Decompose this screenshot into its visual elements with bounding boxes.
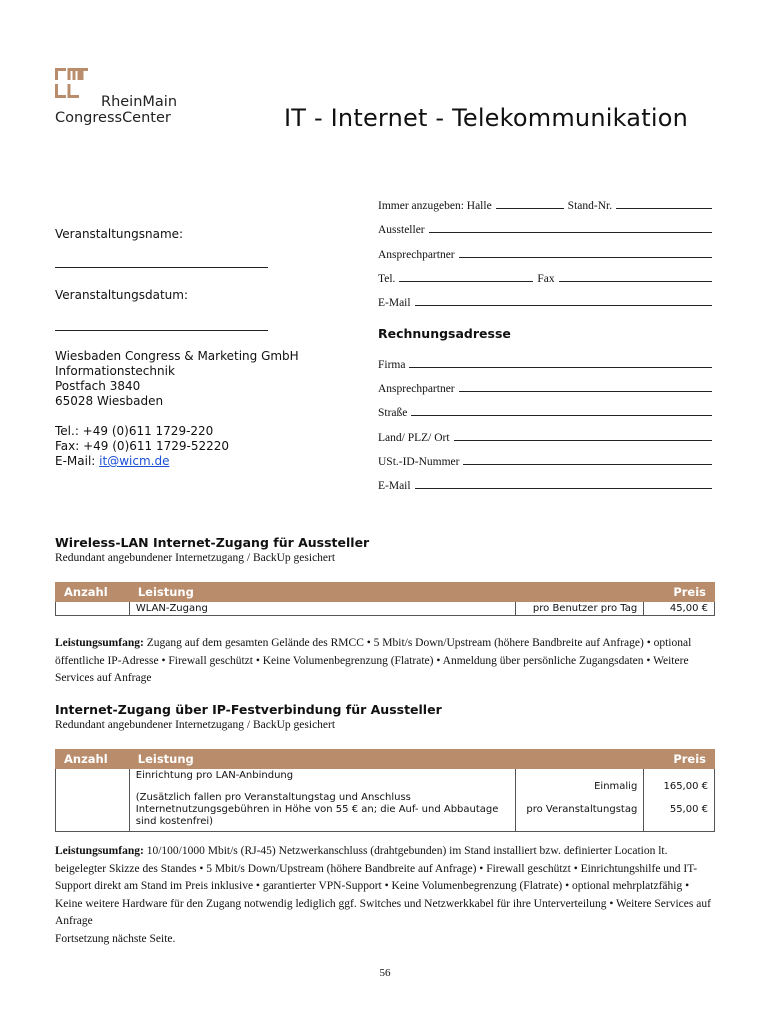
contact-label: Ansprechpartner <box>378 249 455 261</box>
contact-row <box>378 249 712 261</box>
service-line-1: Einrichtung pro LAN-Anbindung <box>135 770 294 781</box>
tel-fax-row <box>378 273 712 285</box>
contact-tel: Tel.: +49 (0)611 1729-220 <box>55 424 214 438</box>
price-cell <box>644 769 715 832</box>
scope-text: Zugang auf dem gesamten Gelände des RMCC • 5 Mbit/s Down/Upstream (höhere Bandbreite auf Anfrage) • optional öffentliche IP-Adresse • Firewall geschützt • Keine Volumenbegrenzung (Flatrate) • Anmeldung über persönliche Zugangsdaten • Weitere Services auf Anfrage <box>55 637 692 684</box>
price-cell: 45,00 € <box>644 602 715 616</box>
contact-address <box>55 349 299 469</box>
wlan-price-table <box>55 582 715 616</box>
unit-cell: pro Benutzer pro Tag <box>516 602 644 616</box>
contact-fax: Fax: +49 (0)611 1729-52220 <box>55 439 230 453</box>
fixed-subheading: Redundant angebundener Internetzugang / BackUp gesichert <box>55 719 336 731</box>
fixed-heading: Internet-Zugang über IP-Festverbindung für Aussteller <box>55 702 442 717</box>
country-field[interactable] <box>454 440 712 441</box>
company-label: Firma <box>378 359 406 371</box>
col-service: Leistung <box>129 750 515 769</box>
hall-stand-row <box>378 200 712 212</box>
billing-company-row <box>378 359 712 371</box>
tel-label: Tel. <box>378 273 396 285</box>
email-row <box>378 297 712 309</box>
qty-input-cell[interactable] <box>56 769 130 832</box>
country-label: Land/ PLZ/ Ort <box>378 432 450 444</box>
email-link[interactable]: it@wicm.de <box>99 454 170 468</box>
event-date-field[interactable] <box>55 330 268 331</box>
billing-email-row <box>378 480 712 492</box>
fax-field[interactable] <box>559 281 712 282</box>
company-field[interactable] <box>409 367 712 368</box>
wlan-subheading: Redundant angebundener Internetzugang / BackUp gesichert <box>55 552 336 564</box>
col-service: Leistung <box>129 583 515 602</box>
unit-cell <box>515 769 644 832</box>
service-line-2: (Zusätzlich fallen pro Veranstaltungstag und Anschluss Internetnutzungsgebühren in Höhe von 55 € an; die Auf- und Abbautage sind kostenfrei) <box>135 792 499 827</box>
col-price: Preis <box>644 750 715 769</box>
wlan-heading: Wireless-LAN Internet-Zugang für Aussteller <box>55 535 370 550</box>
col-qty: Anzahl <box>56 583 130 602</box>
contact-email <box>55 454 299 469</box>
service-cell: WLAN-Zugang <box>129 602 515 616</box>
exhibitor-row <box>378 224 712 236</box>
wlan-scope <box>55 635 715 688</box>
stand-field[interactable] <box>616 208 712 209</box>
page-number: 56 <box>379 967 391 979</box>
stand-label: Stand-Nr. <box>567 200 613 212</box>
service-cell <box>129 769 515 832</box>
address-line: Wiesbaden Congress & Marketing GmbH <box>55 349 299 363</box>
email-field[interactable] <box>415 305 712 306</box>
logo-line-1: RheinMain <box>101 94 178 110</box>
fixed-price-table <box>55 749 715 832</box>
scope-text: 10/100/1000 Mbit/s (RJ-45) Netzwerkanschluss (drahtgebunden) im Stand installiert bzw. definierter Location lt. beigelegter Skizze des Standes • 5 Mbit/s Down/Upstream (höhere Bandbreite auf Anfrage) • Firewall geschützt • Einrichtungshilfe und IT-Support direkt am Stand im Preis inklusive • garantierter VPN-Support • Keine Volumenbegrenzung (Flatrate) • optional mehrplatzfähig • Keine weitere Hardware für den Zugang notwendig lediglich ggf. Switches und Netzwerkkabel für ihre Unterverteilung • Weitere Services auf Anfrage <box>55 845 711 927</box>
vat-field[interactable] <box>463 464 712 465</box>
address-line: 65028 Wiesbaden <box>55 394 164 408</box>
col-price: Preis <box>644 583 715 602</box>
email-label: E-Mail <box>378 297 411 309</box>
contact-field[interactable] <box>459 257 712 258</box>
tel-field[interactable] <box>399 281 533 282</box>
price-2: 55,00 € <box>669 804 708 815</box>
event-name-field[interactable] <box>55 267 268 268</box>
continued-note: Fortsetzung nächste Seite. <box>55 932 176 945</box>
billing-email-field[interactable] <box>415 488 712 489</box>
billing-contact-label: Ansprechpartner <box>378 383 455 395</box>
street-label: Straße <box>378 407 408 419</box>
hall-label: Immer anzugeben: Halle <box>378 200 492 212</box>
scope-label: Leistungsumfang: <box>55 637 144 649</box>
email-prefix: E-Mail: <box>55 454 100 468</box>
unit-1: Einmalig <box>594 781 638 792</box>
table-row <box>56 769 715 832</box>
table-header-row <box>56 750 715 769</box>
billing-country-row <box>378 432 712 444</box>
table-row <box>56 602 715 616</box>
unit-2: pro Veranstaltungstag <box>526 804 638 815</box>
event-name-label: Veranstaltungsname: <box>55 227 184 241</box>
qty-input-cell[interactable] <box>56 602 130 616</box>
logo-wordmark <box>55 94 177 126</box>
table-header-row <box>56 583 715 602</box>
scope-label: Leistungsumfang: <box>55 845 144 857</box>
page-title: IT - Internet - Telekommunikation <box>284 104 688 132</box>
vat-label: USt.-ID-Nummer <box>378 456 460 468</box>
logo-line-2: CongressCenter <box>55 110 171 126</box>
address-line: Postfach 3840 <box>55 379 141 393</box>
billing-heading: Rechnungsadresse <box>378 326 511 341</box>
billing-contact-field[interactable] <box>459 391 712 392</box>
address-line: Informationstechnik <box>55 364 175 378</box>
event-date-label: Veranstaltungsdatum: <box>55 288 188 302</box>
hall-field[interactable] <box>496 208 564 209</box>
billing-vat-row <box>378 456 712 468</box>
fax-label: Fax <box>537 273 555 285</box>
fixed-scope <box>55 843 715 948</box>
exhibitor-field[interactable] <box>429 232 712 233</box>
billing-email-label: E-Mail <box>378 480 411 492</box>
col-qty: Anzahl <box>56 750 130 769</box>
price-1: 165,00 € <box>663 781 708 792</box>
billing-street-row <box>378 407 712 419</box>
billing-contact-row <box>378 383 712 395</box>
exhibitor-label: Aussteller <box>378 224 425 236</box>
street-field[interactable] <box>411 415 712 416</box>
